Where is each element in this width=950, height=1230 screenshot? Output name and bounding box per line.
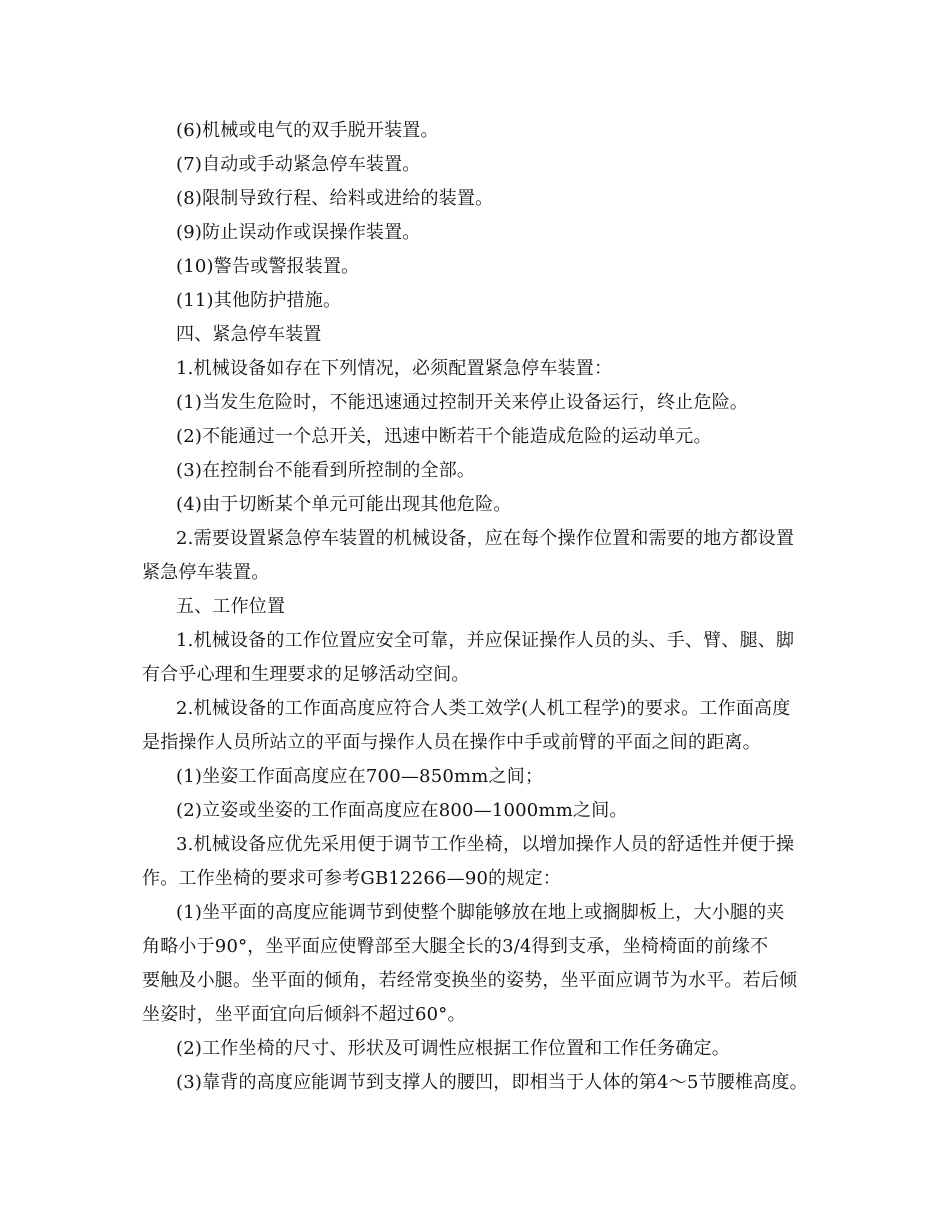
paragraph: 2.需要设置紧急停车装置的机械设备，应在每个操作位置和需要的地方都设置 xyxy=(176,528,795,549)
list-item-continuation: 角略小于90°，坐平面应使臀部至大腿全长的3/4得到支承，坐椅椅面的前缘不 xyxy=(142,936,769,957)
list-item-9: (9)防止误动作或误操作装置。 xyxy=(176,222,421,243)
list-item-10: (10)警告或警报装置。 xyxy=(176,256,360,277)
list-item: (4)由于切断某个单元可能出现其他危险。 xyxy=(176,494,512,515)
list-item: (1)坐姿工作面高度应在700—850mm之间； xyxy=(176,766,544,787)
list-item-continuation: 坐姿时，坐平面宜向后倾斜不超过60°。 xyxy=(142,1004,466,1025)
list-item: (1)当发生危险时，不能迅速通过控制开关来停止设备运行，终止危险。 xyxy=(176,392,749,413)
paragraph-continuation: 是指操作人员所站立的平面与操作人员在操作中手或前臂的平面之间的距离。 xyxy=(142,732,761,753)
paragraph: 1.机械设备的工作位置应安全可靠，并应保证操作人员的头、手、臂、腿、脚 xyxy=(176,630,795,651)
paragraph: 3.机械设备应优先采用便于调节工作坐椅，以增加操作人员的舒适性并便于操 xyxy=(176,834,795,855)
list-item: (1)坐平面的高度应能调节到使整个脚能够放在地上或搁脚板上，大小腿的夹 xyxy=(176,902,785,923)
section-heading-emergency-stop: 四、紧急停车装置 xyxy=(176,324,322,345)
list-item-7: (7)自动或手动紧急停车装置。 xyxy=(176,154,421,175)
list-item: (2)工作坐椅的尺寸、形状及可调性应根据工作位置和工作任务确定。 xyxy=(176,1038,730,1059)
paragraph-continuation: 作。工作坐椅的要求可参考GB12266—90的规定： xyxy=(142,868,561,889)
list-item-8: (8)限制导致行程、给料或进给的装置。 xyxy=(176,188,494,209)
paragraph-continuation: 紧急停车装置。 xyxy=(142,562,270,583)
paragraph: 2.机械设备的工作面高度应符合人类工效学(人机工程学)的要求。工作面高度 xyxy=(176,698,791,719)
list-item: (3)在控制台不能看到所控制的全部。 xyxy=(176,460,476,481)
list-item: (2)不能通过一个总开关，迅速中断若干个能造成危险的运动单元。 xyxy=(176,426,712,447)
list-item: (2)立姿或坐姿的工作面高度应在800—1000mm之间。 xyxy=(176,800,628,821)
section-heading-work-position: 五、工作位置 xyxy=(176,596,286,617)
list-item: (3)靠背的高度应能调节到支撑人的腰凹，即相当于人体的第4～5节腰椎高度。 xyxy=(176,1072,808,1093)
list-item-6: (6)机械或电气的双手脱开装置。 xyxy=(176,120,439,141)
paragraph-continuation: 有合乎心理和生理要求的足够活动空间。 xyxy=(142,664,470,685)
list-item-continuation: 要触及小腿。坐平面的倾角，若经常变换坐的姿势，坐平面应调节为水平。若后倾 xyxy=(142,970,798,991)
paragraph: 1.机械设备如存在下列情况，必须配置紧急停车装置： xyxy=(176,358,613,379)
list-item-11: (11)其他防护措施。 xyxy=(176,290,342,311)
